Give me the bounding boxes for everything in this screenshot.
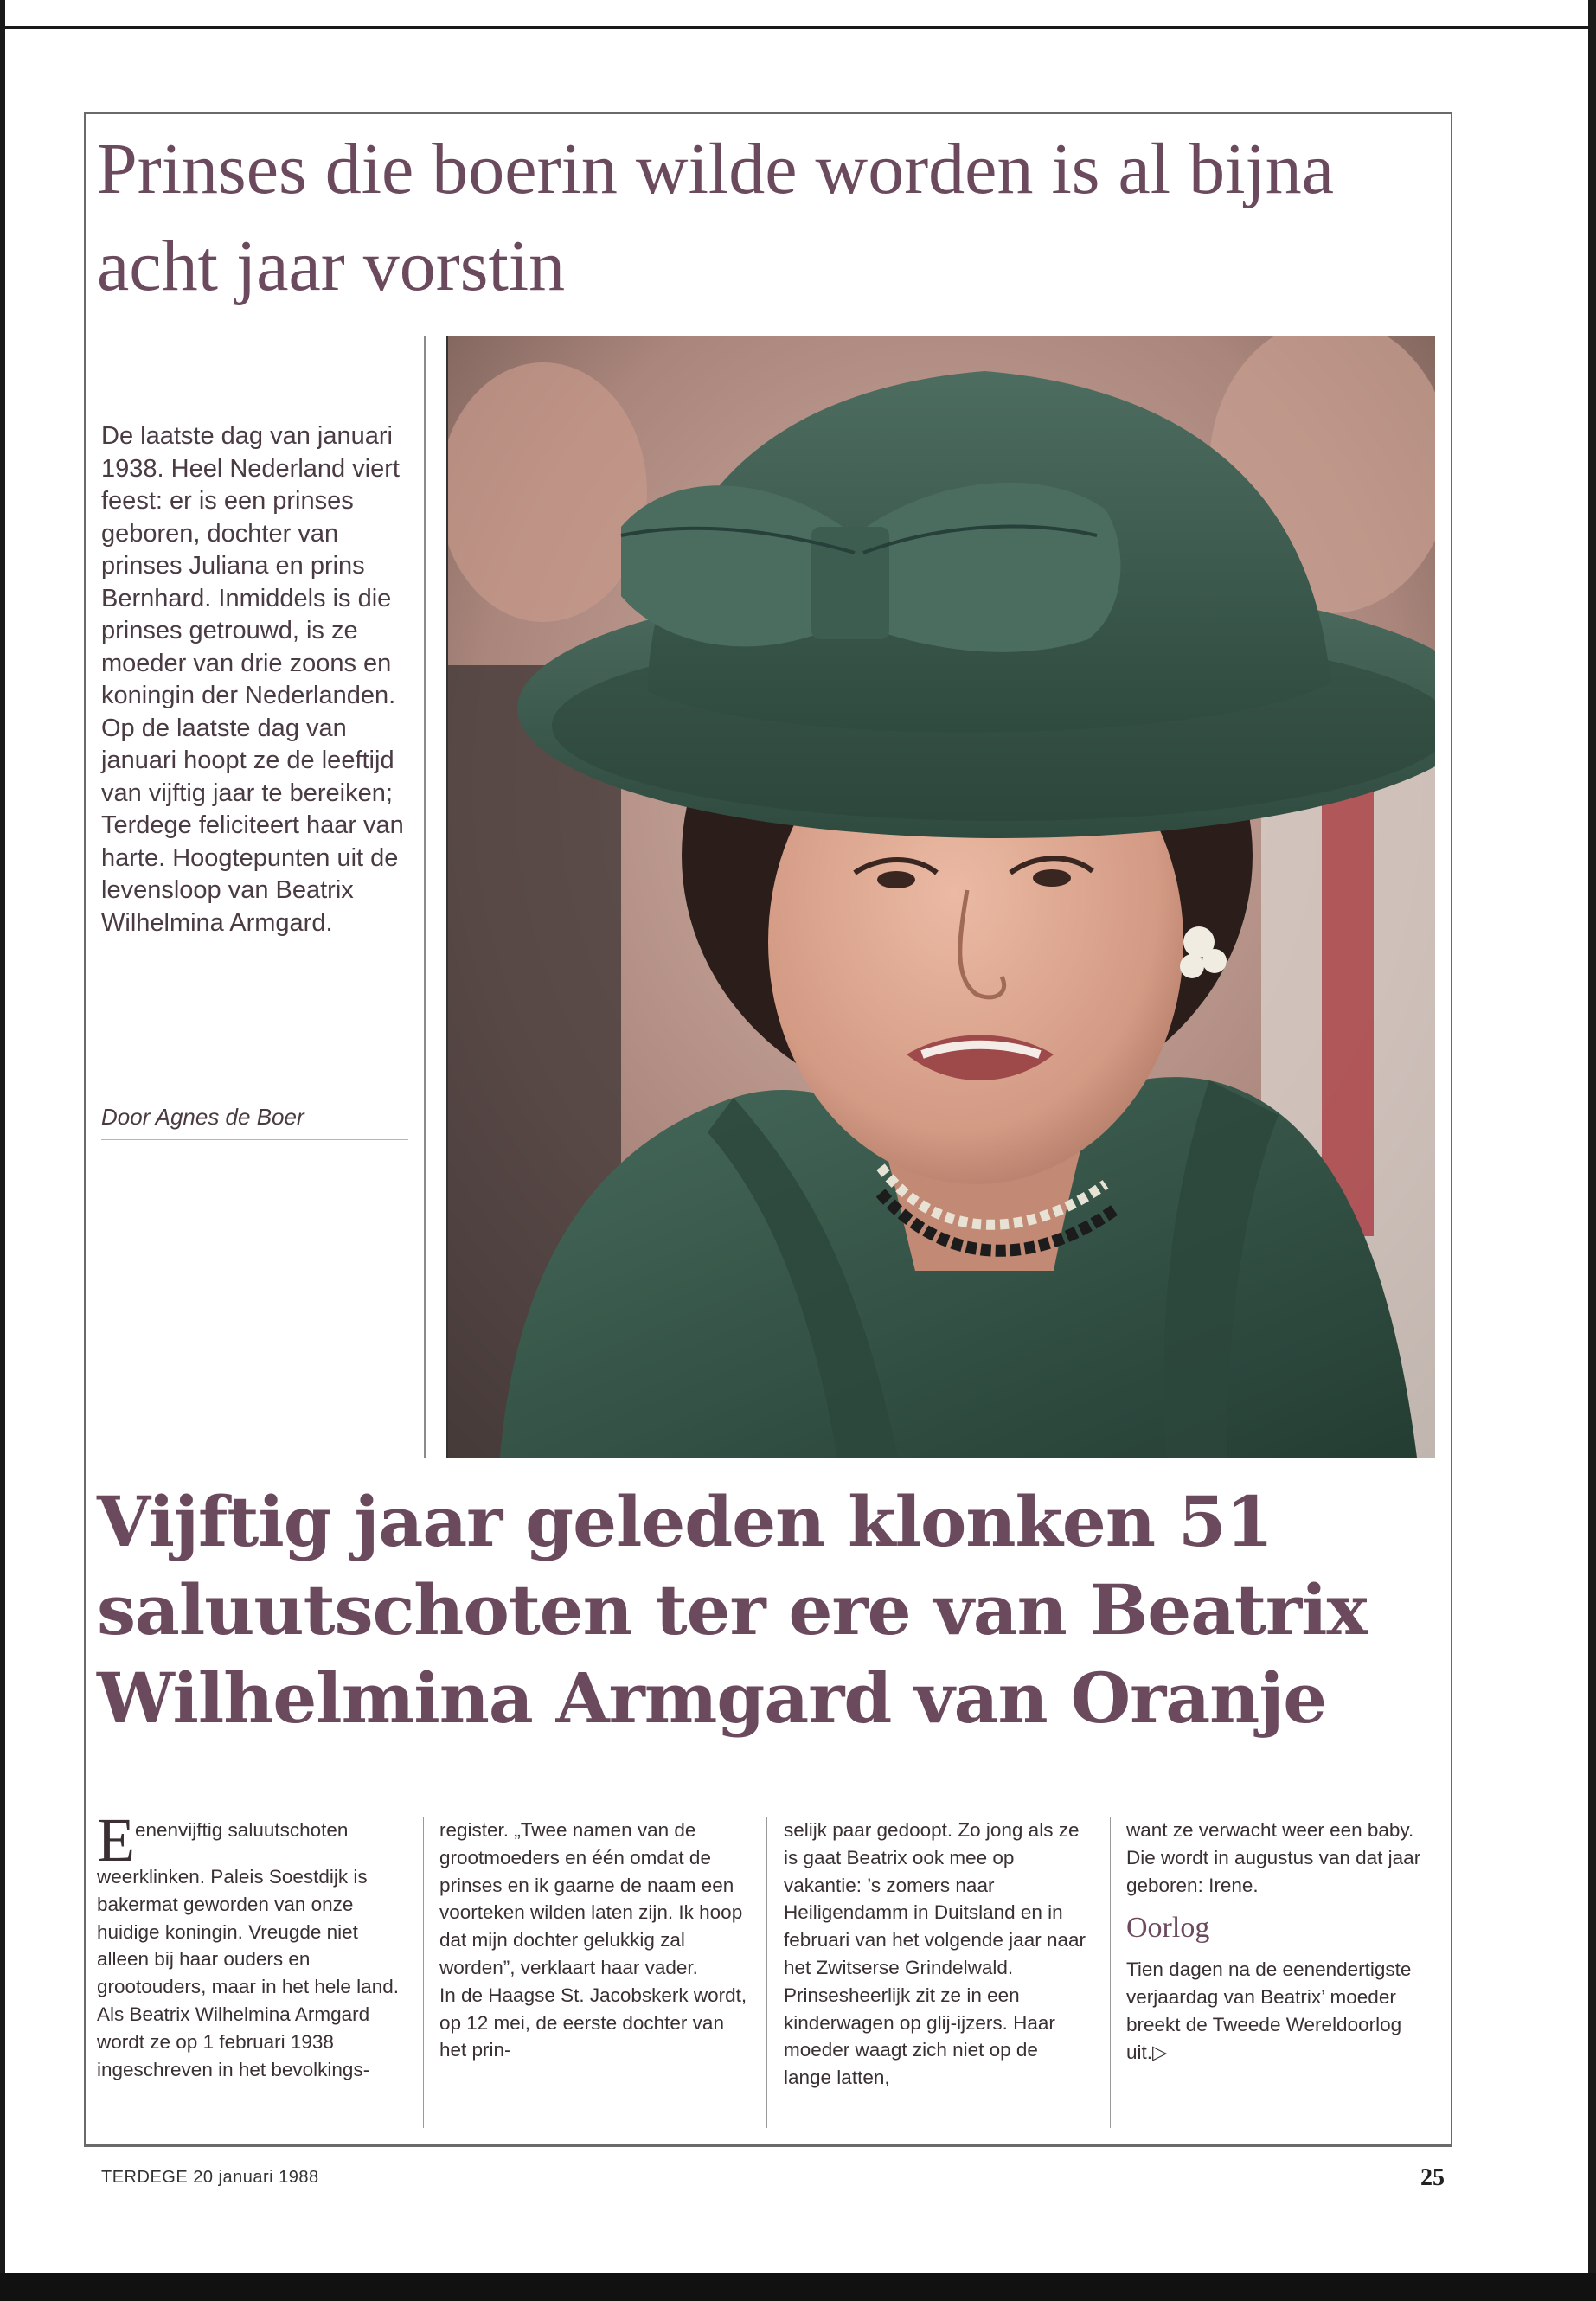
column-3-text: selijk paar gedoopt. Zo jong als ze is gaat Beatrix ook mee op vakantie: ’s zomers naar Heiligendamm in Duitsland en in februari van het volgende jaar naar het Zwitserse Grindelwald. Prinsesheerlijk zit ze in een kinderwagen op glij-ijzers. Haar moeder waagt zich niet op de lange latten, <box>784 1819 1086 2089</box>
byline: Door Agnes de Boer <box>101 1104 408 1140</box>
column-1-text: enenvijftig saluutschoten weerklinken. Paleis Soestdijk is bakermat geworden van onze huidige koningin. Vreugde niet alleen bij haar ouders en grootouders, maar in het hele land. Als Beatrix Wilhelmina Armgard wordt ze op 1 februari 1938 ingeschreven in het bevolkings- <box>97 1819 399 2080</box>
scan-top-margin <box>0 0 1596 29</box>
scan-right-edge <box>1588 0 1596 2301</box>
body-column-1 <box>97 1817 404 2132</box>
body-column-3 <box>784 1817 1091 2132</box>
column-4-text: want ze verwacht weer een baby. Die wordt in augustus van dat jaar geboren: Irene. <box>1126 1819 1421 1896</box>
body-column-2 <box>439 1817 747 2132</box>
portrait-illustration <box>448 336 1435 1458</box>
scan-bottom-edge <box>0 2273 1596 2301</box>
intro-divider <box>424 336 426 1458</box>
scan-left-edge <box>0 0 5 2301</box>
footer-rule <box>84 2145 1452 2147</box>
column-divider-1 <box>423 1817 424 2128</box>
column-divider-3 <box>1110 1817 1111 2128</box>
column-2-text: register. „Twee namen van de grootmoeders en één omdat de prinses en ik gaarne de naam een voorteken wilden laten zijn. Ik hoop dat mijn dochter gelukkig zal worden”, verklaart haar vader. <box>439 1819 743 1978</box>
portrait-photo <box>446 336 1435 1458</box>
footer-publication: TERDEGE 20 januari 1988 <box>101 2168 319 2187</box>
column-2-text-b: In de Haagse St. Jacobskerk wordt, op 12 mei, de eerste dochter van het prin- <box>439 1984 747 2061</box>
main-headline: Vijftig jaar geleden klonken 51 saluutschoten ter ere van Beatrix Wilhelmina Armgard van Oranje <box>97 1481 1368 1739</box>
page-number: 25 <box>1420 2164 1445 2191</box>
column-4-text-b: Tien dagen na de eenendertigste verjaardag van Beatrix’ moeder breekt de Tweede Wereldoorlog uit.▷ <box>1126 1958 1412 2063</box>
column-divider-2 <box>766 1817 767 2128</box>
body-column-4 <box>1126 1817 1433 2132</box>
section-subhead-oorlog: Oorlog <box>1126 1912 1210 1945</box>
page-headline: Prinses die boerin wilde worden is al bijna acht jaar vorstin <box>97 129 1335 306</box>
drop-cap: E <box>97 1817 135 1875</box>
intro-paragraph: De laatste dag van januari 1938. Heel Nederland viert feest: er is een prinses geboren, dochter van prinses Juliana en prins Bernhard. Inmiddels is die prinses getrouwd, is ze moeder van drie zoons en koningin der Nederlanden. Op de laatste dag van januari hoopt ze de leeftijd van vijftig jaar te bereiken; Terdege feliciteert haar van harte. Hoogtepunten uit de levensloop van Beatrix Wilhelmina Armgard. <box>101 422 404 937</box>
